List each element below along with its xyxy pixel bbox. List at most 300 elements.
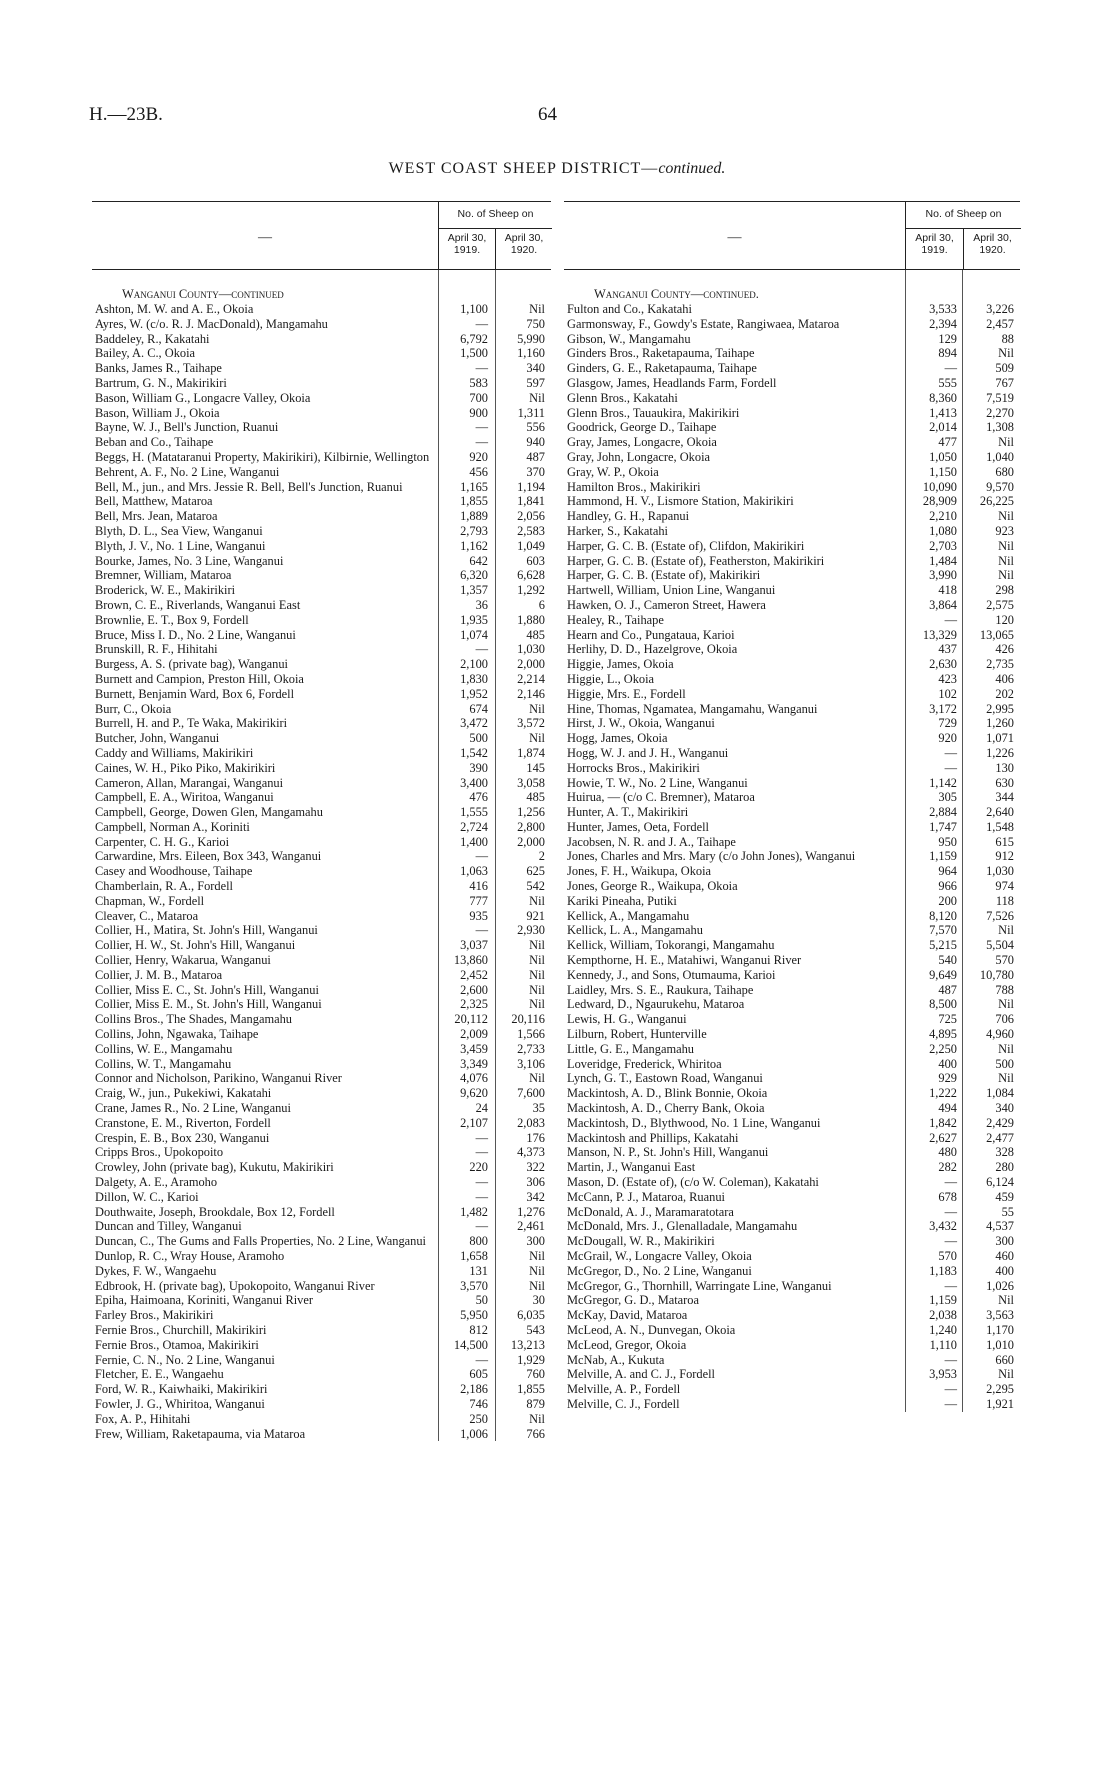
table-row [92, 864, 551, 879]
sheep-1920: 788 [995, 982, 1014, 997]
col-1920-header: April 30, 1920. [973, 232, 1012, 256]
sheep-1919: 1,150 [929, 464, 957, 479]
sheep-1919: 900 [469, 405, 488, 420]
table-row [564, 1145, 1020, 1160]
table-row [564, 849, 1020, 864]
holder-name: Burnett, Benjamin Ward, Box 6, Fordell [95, 686, 295, 701]
sheep-1920: 597 [526, 375, 545, 390]
sheep-1919: 2,186 [460, 1382, 488, 1397]
table-row [564, 1042, 1020, 1057]
table-row [92, 1397, 551, 1412]
holder-name: Manson, N. P., St. John's Hill, Wanganui [567, 1145, 769, 1160]
sheep-1919: 1,240 [929, 1322, 957, 1337]
sheep-1920: 2,295 [986, 1382, 1014, 1397]
sheep-1920: 344 [995, 790, 1014, 805]
holder-name: Gray, W. P., Okoia [567, 464, 659, 479]
holder-name: Hearn and Co., Pungataua, Karioi [567, 627, 735, 642]
sheep-1920: 306 [526, 1175, 545, 1190]
table-row [564, 1353, 1020, 1368]
table-row [564, 968, 1020, 983]
table-row [92, 1027, 551, 1042]
holder-name: Dykes, F. W., Wangaehu [95, 1263, 217, 1278]
holder-name: Fernie Bros., Churchill, Makirikiri [95, 1322, 267, 1337]
holder-name: Melville, A. and C. J., Fordell [567, 1367, 715, 1382]
sheep-1920: Nil [998, 997, 1014, 1012]
holder-name: Chamberlain, R. A., Fordell [95, 879, 234, 894]
sheep-1919: 1,855 [460, 494, 488, 509]
sheep-1920: Nil [529, 1278, 545, 1293]
holder-name: Collier, J. M. B., Mataroa [95, 967, 223, 982]
sheep-1920: 1,084 [986, 1086, 1014, 1101]
holder-name: Cleaver, C., Mataroa [95, 908, 199, 923]
sheep-1919: 13,329 [922, 627, 957, 642]
table-row [92, 923, 551, 938]
holder-name: Harker, S., Kakatahi [567, 523, 669, 538]
holder-name: Laidley, Mrs. S. E., Raukura, Taihape [567, 982, 754, 997]
sheep-1919: — [944, 745, 957, 760]
table-row [564, 376, 1020, 391]
holder-name: Bremner, William, Mataroa [95, 568, 232, 583]
page-number: 64 [538, 104, 557, 125]
left-table [92, 201, 551, 1441]
sheep-1919: 1,842 [929, 1115, 957, 1130]
sheep-1920: 1,040 [986, 449, 1014, 464]
table-row [92, 909, 551, 924]
table-row [564, 1308, 1020, 1323]
holder-name: Jones, Charles and Mrs. Mary (c/o John Jones), Wanganui [567, 849, 856, 864]
table-row [564, 480, 1020, 495]
table-row [564, 1101, 1020, 1116]
sheep-1920: 300 [995, 1234, 1014, 1249]
sheep-1920: 2,000 [517, 834, 545, 849]
sheep-1919: 220 [469, 1160, 488, 1175]
table-row [92, 1160, 551, 1175]
sheep-1919: 282 [938, 1160, 957, 1175]
sheep-1919: 1,400 [460, 834, 488, 849]
table-row [564, 1131, 1020, 1146]
sheep-1920: 500 [995, 1056, 1014, 1071]
sheep-1919: 1,063 [460, 864, 488, 879]
table-row [564, 1338, 1020, 1353]
table-row [92, 1012, 551, 1027]
sheep-1919: 477 [938, 435, 957, 450]
sheep-1920: Nil [998, 1367, 1014, 1382]
table-row [564, 494, 1020, 509]
sheep-1920: 750 [526, 316, 545, 331]
table-row [92, 761, 551, 776]
sheep-1920: 460 [995, 1249, 1014, 1263]
holder-name: Bason, William J., Okoia [95, 405, 220, 420]
table-row [564, 435, 1020, 450]
holder-name: Hunter, James, Oeta, Fordell [567, 819, 709, 834]
sheep-1919: 966 [938, 879, 957, 894]
sheep-1920: Nil [529, 701, 545, 716]
table-row [92, 598, 551, 613]
holder-name: Lewis, H. G., Wanganui [567, 1012, 687, 1027]
holder-name: Douthwaite, Joseph, Brookdale, Box 12, Fordell [95, 1204, 335, 1219]
sheep-1919: 540 [938, 953, 957, 968]
table-row [92, 716, 551, 731]
holder-name: Behrent, A. F., No. 2 Line, Wanganui [95, 464, 280, 479]
name-column-header: — [727, 230, 742, 245]
sheep-1920: 1,260 [986, 716, 1014, 731]
sheep-1920: 5,504 [986, 938, 1014, 953]
table-row [564, 657, 1020, 672]
sheep-1919: 8,500 [929, 997, 957, 1012]
holder-name: McDonald, Mrs. J., Glenalladale, Mangamahu [567, 1219, 798, 1234]
holder-name: Collier, Miss E. C., St. John's Hill, Wanganui [95, 982, 319, 997]
sheep-1920: 2,477 [986, 1130, 1014, 1145]
sheep-1920: 570 [995, 953, 1014, 968]
sheep-1919: 2,009 [460, 1027, 488, 1042]
holder-name: Kellick, William, Tokorangi, Mangamahu [567, 938, 775, 953]
sheep-1919: 7,570 [929, 923, 957, 938]
table-row [92, 406, 551, 421]
table-row [564, 568, 1020, 583]
holder-name: Fox, A. P., Hihitahi [95, 1411, 191, 1426]
sheep-1919: 3,172 [929, 701, 957, 716]
sheep-1920: 912 [995, 849, 1014, 864]
table-row [564, 346, 1020, 361]
holder-name: Brown, C. E., Riverlands, Wanganui East [95, 597, 301, 612]
sheep-1920: 1,548 [986, 819, 1014, 834]
sheep-1920: Nil [998, 1071, 1014, 1086]
sheep-1920: 1,292 [517, 583, 545, 598]
holder-name: Fulton and Co., Kakatahi [567, 302, 692, 316]
table-row [92, 879, 551, 894]
sheep-1920: 400 [995, 1263, 1014, 1278]
sheep-1920: 7,600 [517, 1086, 545, 1101]
table-row [92, 672, 551, 687]
table-row [92, 1086, 551, 1101]
sheep-1920: 1,311 [517, 405, 545, 420]
holder-name: Higgie, Mrs. E., Fordell [567, 686, 686, 701]
sheep-1919: 2,724 [460, 819, 488, 834]
sheep-1920: 485 [526, 627, 545, 642]
table-row [92, 1323, 551, 1338]
sheep-1919: 50 [475, 1293, 488, 1308]
sheep-1919: 1,500 [460, 346, 488, 361]
table-row [92, 361, 551, 376]
holder-name: Burrell, H. and P., Te Waka, Makirikiri [95, 716, 288, 731]
sheep-1919: 305 [938, 790, 957, 805]
table-row [564, 1175, 1020, 1190]
table-row [92, 746, 551, 761]
holder-name: Caddy and Williams, Makirikiri [95, 745, 254, 760]
sheep-1919: — [475, 642, 488, 657]
sheep-1919: — [944, 1175, 957, 1190]
sheep-1919: 1,555 [460, 805, 488, 820]
sheep-1919: 416 [469, 879, 488, 894]
sheep-1920: 1,030 [986, 864, 1014, 879]
sheep-1920: Nil [529, 390, 545, 405]
column-rule [495, 270, 496, 1441]
table-row [564, 509, 1020, 524]
sheep-1919: 3,432 [929, 1219, 957, 1234]
table-row [564, 642, 1020, 657]
holder-name: Glenn Bros., Kakatahi [567, 390, 678, 405]
holder-name: Cameron, Allan, Marangai, Wanganui [95, 775, 284, 790]
sheep-1919: — [944, 1396, 957, 1411]
sheep-1920: 5,990 [517, 331, 545, 346]
sheep-1919: 494 [938, 1101, 957, 1116]
sheep-1920: 1,226 [986, 745, 1014, 760]
table-row [92, 628, 551, 643]
sheep-1919: — [475, 361, 488, 376]
sheep-1920: 2,146 [517, 686, 545, 701]
holder-name: Fernie Bros., Otamoa, Makirikiri [95, 1337, 259, 1352]
holder-name: Collins, W. E., Mangamahu [95, 1041, 233, 1056]
sheep-1919: 1,165 [460, 479, 488, 494]
sheep-1920: 3,058 [517, 775, 545, 790]
sheep-1920: 1,841 [517, 494, 545, 509]
sheep-1920: 923 [995, 523, 1014, 538]
holder-name: Carpenter, C. H. G., Karioi [95, 834, 230, 849]
holder-name: Beban and Co., Taihape [95, 435, 214, 450]
col-1920-header: April 30, 1920. [504, 232, 544, 256]
sheep-1920: 3,572 [517, 716, 545, 731]
sheep-1920: 615 [995, 834, 1014, 849]
title-main: WEST COAST SHEEP DISTRICT— [388, 160, 659, 177]
holder-name: Howie, T. W., No. 2 Line, Wanganui [567, 775, 748, 790]
holder-name: McLeod, Gregor, Okoia [567, 1337, 687, 1352]
sheep-1919: 1,658 [460, 1249, 488, 1263]
table-row [92, 539, 551, 554]
sheep-1920: 940 [526, 435, 545, 450]
sheep-1920: 680 [995, 464, 1014, 479]
holder-name: McGregor, D., No. 2 Line, Wanganui [567, 1263, 752, 1278]
sheep-1920: 2,583 [517, 523, 545, 538]
sheep-1919: 3,990 [929, 568, 957, 583]
sheep-1920: Nil [529, 982, 545, 997]
holder-name: Crowley, John (private bag), Kukutu, Makirikiri [95, 1160, 334, 1175]
holder-name: Brownlie, E. T., Box 9, Fordell [95, 612, 249, 627]
sheep-1920: Nil [998, 1041, 1014, 1056]
holder-name: Garmonsway, F., Gowdy's Estate, Rangiwaea, Mataroa [567, 316, 840, 331]
sheep-1919: — [944, 1234, 957, 1249]
holder-name: Fowler, J. G., Whiritoa, Wanganui [95, 1396, 265, 1411]
col-1919-header: April 30, 1919. [447, 232, 487, 256]
holder-name: Kempthorne, H. E., Matahiwi, Wanganui River [567, 953, 802, 968]
table-row [92, 376, 551, 391]
holder-name: Glasgow, James, Headlands Farm, Fordell [567, 375, 777, 390]
sheep-1919: 390 [469, 760, 488, 775]
holder-name: Goodrick, George D., Taihape [567, 420, 717, 435]
sheep-1920: 13,213 [510, 1337, 545, 1352]
sheep-1920: 20,116 [511, 1012, 545, 1027]
table-row [564, 835, 1020, 850]
sheep-1919: — [475, 316, 488, 331]
table-row [564, 805, 1020, 820]
table-row [92, 687, 551, 702]
sheep-1920: 9,570 [986, 479, 1014, 494]
holder-name: Bell, Mrs. Jean, Mataroa [95, 509, 218, 524]
holder-name: Horrocks Bros., Makirikiri [567, 760, 700, 775]
sheep-1920: 7,519 [986, 390, 1014, 405]
sheep-1919: 950 [938, 834, 957, 849]
sheep-1919: 1,183 [929, 1263, 957, 1278]
table-row [564, 983, 1020, 998]
sheep-1919: 10,090 [922, 479, 957, 494]
section-heading: Wanganui County—continued [122, 287, 284, 301]
sheep-1919: 1,482 [460, 1204, 488, 1219]
sheep-1920: 1,010 [986, 1337, 1014, 1352]
holder-name: Collins, W. T., Mangamahu [95, 1056, 232, 1071]
table-row [92, 983, 551, 998]
table-row [92, 1145, 551, 1160]
sheep-1919: 6,792 [460, 331, 488, 346]
holder-name: McGregor, G., Thornhill, Warringate Line, Wanganui [567, 1278, 832, 1293]
sheep-1919: 1,747 [929, 819, 957, 834]
sheep-1919: 2,703 [929, 538, 957, 553]
table-row [92, 657, 551, 672]
holder-name: Fernie, C. N., No. 2 Line, Wanganui [95, 1352, 275, 1367]
holder-name: McKay, David, Mataroa [567, 1308, 688, 1323]
table-row [92, 1308, 551, 1323]
sheep-1920: 509 [995, 361, 1014, 376]
sheep-1920: Nil [529, 893, 545, 908]
sheep-1919: — [944, 361, 957, 376]
sheep-1919: 935 [469, 908, 488, 923]
sheep-1919: 642 [469, 553, 488, 568]
table-row [564, 1012, 1020, 1027]
sheep-1920: 1,855 [517, 1382, 545, 1397]
sheep-1920: 328 [995, 1145, 1014, 1160]
sheep-1919: 700 [469, 390, 488, 405]
table-row [92, 790, 551, 805]
title-continued: continued. [658, 160, 726, 177]
sheep-1919: — [944, 760, 957, 775]
sheep-1920: 2,270 [986, 405, 1014, 420]
sheep-1920: 300 [526, 1234, 545, 1249]
sheep-1920: 487 [526, 449, 545, 464]
table-row [564, 1071, 1020, 1086]
sheep-1919: — [944, 612, 957, 627]
sheep-1919: 570 [938, 1249, 957, 1263]
holder-name: Melville, A. P., Fordell [567, 1382, 681, 1397]
table-row [564, 716, 1020, 731]
sheep-1920: Nil [998, 346, 1014, 361]
sheep-1920: 2,640 [986, 805, 1014, 820]
sheep-1919: 1,162 [460, 538, 488, 553]
sheep-1919: 2,250 [929, 1041, 957, 1056]
table-row [92, 302, 551, 317]
table-row [564, 672, 1020, 687]
sheep-1920: 974 [995, 879, 1014, 894]
holder-name: Hamilton Bros., Makirikiri [567, 479, 701, 494]
sheep-1920: 2,930 [517, 923, 545, 938]
holder-name: Crane, James R., No. 2 Line, Wanganui [95, 1101, 291, 1116]
sheep-1919: 746 [469, 1396, 488, 1411]
sheep-1920: 4,373 [517, 1145, 545, 1160]
holder-name: Ginders, G. E., Raketapauma, Taihape [567, 361, 757, 376]
sheep-1919: 1,110 [929, 1337, 957, 1352]
table-row [564, 909, 1020, 924]
sheep-1919: 102 [938, 686, 957, 701]
sheep-1919: 2,452 [460, 967, 488, 982]
table-row [92, 1101, 551, 1116]
sheep-1919: 3,570 [460, 1278, 488, 1293]
holder-name: Bourke, James, No. 3 Line, Wanganui [95, 553, 284, 568]
holder-name: Gibson, W., Mangamahu [567, 331, 691, 346]
sheep-1920: 766 [526, 1426, 545, 1441]
sheep-1920: 1,276 [517, 1204, 545, 1219]
holder-name: Loveridge, Frederick, Whiritoa [567, 1056, 722, 1071]
table-row [564, 1249, 1020, 1264]
holder-name: McDonald, A. J., Maramaratotara [567, 1204, 734, 1219]
sheep-1920: 2,056 [517, 509, 545, 524]
column-rule [438, 270, 439, 1441]
holder-name: McLeod, A. N., Dunvegan, Okoia [567, 1322, 736, 1337]
holder-name: Burgess, A. S. (private bag), Wanganui [95, 657, 288, 672]
sheep-1920: 4,960 [986, 1027, 1014, 1042]
sheep-1920: 1,049 [517, 538, 545, 553]
table-row [92, 1293, 551, 1308]
holder-name: Ginders Bros., Raketapauma, Taihape [567, 346, 755, 361]
sheep-1920: Nil [998, 553, 1014, 568]
table-row [564, 1205, 1020, 1220]
holder-name: Broderick, W. E., Makirikiri [95, 583, 236, 598]
holder-name: Collier, H., Matira, St. John's Hill, Wanganui [95, 923, 318, 938]
table-row [92, 1412, 551, 1427]
table-row [564, 450, 1020, 465]
table-row [564, 361, 1020, 376]
sheep-1919: — [475, 435, 488, 450]
sheep-1920: 298 [995, 583, 1014, 598]
table-row [564, 406, 1020, 421]
sheep-1919: 456 [469, 464, 488, 479]
sheep-1919: 2,107 [460, 1115, 488, 1130]
sheep-1920: 2,429 [986, 1115, 1014, 1130]
sheep-1920: 1,071 [986, 731, 1014, 746]
sheep-1919: 5,215 [929, 938, 957, 953]
sheep-1919: 4,895 [929, 1027, 957, 1042]
sheep-1919: 3,400 [460, 775, 488, 790]
table-row [564, 1190, 1020, 1205]
sheep-1919: 1,159 [929, 1293, 957, 1308]
sheep-1919: 2,793 [460, 523, 488, 538]
table-row [92, 835, 551, 850]
sheep-1920: 1,194 [517, 479, 545, 494]
holder-name: Hunter, A. T., Makirikiri [567, 805, 689, 820]
sheep-1919: — [475, 1175, 488, 1190]
table-row [92, 494, 551, 509]
holder-name: Herlihy, D. D., Hazelgrove, Okoia [567, 642, 738, 657]
holder-name: Frew, William, Raketapauma, via Mataroa [95, 1426, 306, 1441]
holder-name: Crespin, E. B., Box 230, Wanganui [95, 1130, 270, 1145]
table-row [564, 332, 1020, 347]
holder-name: Beggs, H. (Matataranui Property, Makirikiri), Kilbirnie, Wellington [95, 449, 430, 464]
holder-name: Jones, F. H., Waikupa, Okoia [567, 864, 712, 879]
sheep-1919: — [944, 1352, 957, 1367]
sheep-1920: 30 [532, 1293, 545, 1308]
holder-name: Ayres, W. (c/o. R. J. MacDonald), Mangamahu [95, 316, 328, 331]
holder-name: McDougall, W. R., Makirikiri [567, 1234, 715, 1249]
table-row [92, 731, 551, 746]
sheep-1920: 342 [526, 1189, 545, 1204]
table-row [564, 1057, 1020, 1072]
table-row [564, 746, 1020, 761]
col-1919-header: April 30, 1919. [915, 232, 954, 256]
sheep-1920: Nil [529, 1071, 545, 1086]
holder-name: Brunskill, R. F., Hihitahi [95, 642, 218, 657]
holder-name: Blyth, D. L., Sea View, Wanganui [95, 523, 263, 538]
holder-name: Hine, Thomas, Ngamatea, Mangamahu, Wanganui [567, 701, 818, 716]
sheep-1920: 10,780 [979, 967, 1014, 982]
holder-name: Harper, G. C. B. (Estate of), Featherston, Makirikiri [567, 553, 825, 568]
sheep-1919: 13,860 [453, 953, 488, 968]
sheep-1920: 625 [526, 864, 545, 879]
